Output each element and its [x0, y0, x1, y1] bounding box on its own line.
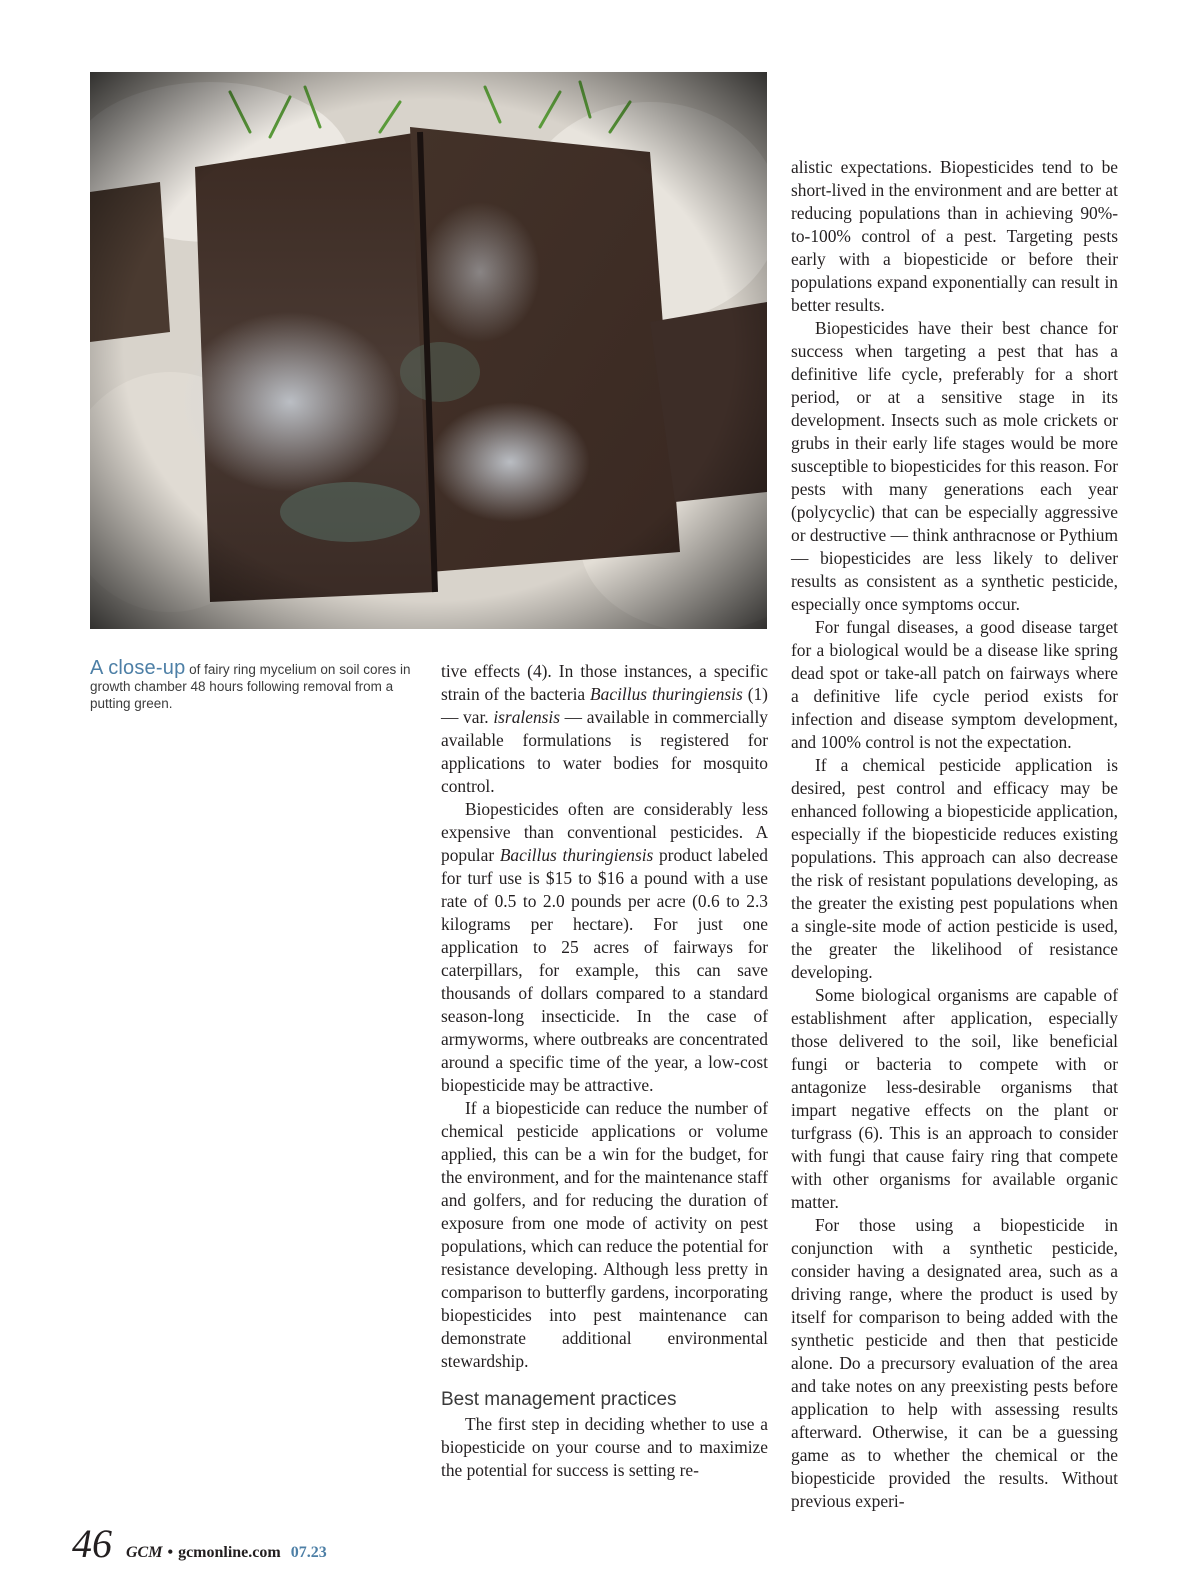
- page-number: 46: [72, 1521, 112, 1566]
- paragraph: Biopesticides often are considerably less expensive than conventional pesticides. A popular Bacillus thuringiensis product labeled for turf use is $15 to $16 a pound with a use rate of 0.5 to 2.0 pounds per acre (0.6 to 2.3 kilograms per hectare). For just one application to 25 acres of fairways for caterpillars, for example, this can save thousands of dollars compared to a standard season-long insecticide. In the case of armyworms, where outbreaks are concentrated around a specific time of the year, a low-cost biopesticide may be attractive.: [441, 799, 768, 1095]
- article-column-middle: [441, 660, 768, 1482]
- article-column-right: [791, 156, 1118, 1513]
- paragraph: For those using a biopesticide in conjunction with a synthetic pesticide, consider having a designated area, such as a driving range, where the product is used by itself for comparison to being added with the synthetic pesticide and then that pesticide alone. Do a precursory evaluation of the area and take notes on any preexisting pests before application to help with assessing results afterward. Otherwise, it can be a guessing game as to whether the chemical or the biopesticide provided the results. Without previous experi-: [791, 1215, 1118, 1511]
- paragraph: If a biopesticide can reduce the number of chemical pesticide applications or volume applied, this can be a win for the budget, for the environment, and for the maintenance staff and golfers, and for reducing the duration of exposure from one mode of activity on pest populations, which can reduce the potential for resistance developing. Although less pretty in comparison to butterfly gardens, incorporating biopesticides into pest maintenance can demonstrate additional environmental stewardship.: [441, 1098, 768, 1371]
- caption-text: of fairy ring mycelium on soil cores in growth chamber 48 hours following removal from a putting green.: [90, 662, 411, 711]
- caption-lead: A close-up: [90, 657, 186, 679]
- page-footer: [72, 1520, 327, 1564]
- paragraph: If a chemical pesticide application is desired, pest control and efficacy may be enhanced following a biopesticide application, especially if the biopesticide reduces existing populations. This approach can also decrease the risk of resistant populations developing, as the greater the existing pest populations when a single-site mode of action pesticide is used, the greater the likelihood of resistance developing.: [791, 755, 1118, 982]
- issue-date: 07.23: [290, 1544, 327, 1561]
- paragraph: Biopesticides have their best chance for success when targeting a pest that has a definitive life cycle, preferably for a short period, or at a sensitive stage in its development. Insects such as mole crickets or grubs in their early life stages would be more susceptible to biopesticides for this reason. For pests with many generations each year (polycyclic) that can be especially aggressive or destructive — think anthracnose or Pythium — biopesticides are less likely to deliver results as consistent as a synthetic pesticide, especially once symptoms occur.: [791, 318, 1118, 614]
- section-heading: Best management practices: [441, 1389, 677, 1410]
- paragraph: tive effects (4). In those instances, a specific strain of the bacteria Bacillus thuringiensis (1) — var. isralensis — available in commercially available formulations is registered for applications to water bodies for mosquito control.: [441, 661, 768, 796]
- paragraph: For fungal diseases, a good disease target for a biological would be a disease like spring dead spot or take-all patch on fairways where a definitive life cycle period exists for infection and disease symptom development, and 100% control is not the expectation.: [791, 617, 1118, 752]
- footer-separator: •: [167, 1544, 174, 1561]
- website-link[interactable]: gcmonline.com: [178, 1544, 281, 1561]
- paragraph: The first step in deciding whether to use a biopesticide on your course and to maximize the potential for success is setting re-: [441, 1414, 768, 1480]
- paragraph: Some biological organisms are capable of establishment after application, especially those delivered to the soil, like beneficial fungi or bacteria to compete with or antagonize less-desirable organisms that impart negative effects on the plant or turfgrass (6). This is an approach to consider with fungi that cause fairy ring that compete with other organisms for available organic matter.: [791, 985, 1118, 1212]
- magazine-name: GCM: [126, 1544, 163, 1561]
- paragraph: alistic expectations. Biopesticides tend to be short-lived in the environment and are better at reducing populations than in achieving 90%-to-100% control of a pest. Targeting pests early with a biopesticide or before their populations expand exponentially can result in better results.: [791, 157, 1118, 315]
- photo-caption: [90, 657, 420, 712]
- fairy-ring-photo: [90, 72, 767, 629]
